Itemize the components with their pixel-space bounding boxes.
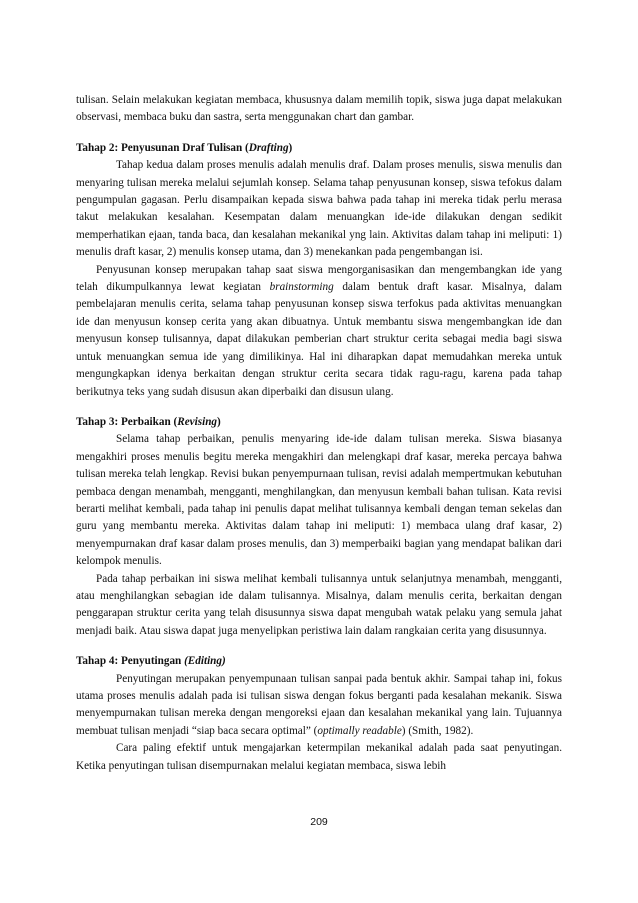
heading-text: Tahap 4: Penyutingan (76, 655, 185, 668)
text-run: Penyusunan konsep merupakan tahap saat siswa mengorganisasikan dan mengembangkan ide yang telah dikumpulkannya lewat kegiatan (76, 263, 562, 294)
heading-text-end: ) (217, 415, 221, 428)
paragraph-editing-2: Cara paling efektif untuk mengajarkan ketermpilan mekanikal adalah pada saat penyutingan. Ketika penyutingan tulisan disempurnakan melalui kegiatan membaca, siswa lebih (76, 742, 562, 772)
spacer (76, 127, 562, 140)
heading-tahap-4 (76, 653, 562, 670)
spacer (76, 640, 562, 653)
italic-term: optimally readable (317, 724, 402, 737)
heading-tahap-3 (76, 414, 562, 431)
paragraph-continuation: tulisan. Selain melakukan kegiatan membaca, khususnya dalam memilih topik, siswa juga dapat melakukan observasi, membaca buku dan sastra, serta menggunakan chart dan gambar. (76, 94, 562, 124)
text-run: Penyutingan merupakan penyempunaan tulisan sanpai pada bentuk akhir. Sampai tahap ini, fokus utama proses menulis adalah pada isi tulisan siswa dengan fokus berganti pada kesalahan mekanik. Siswa menyempurnakan tulisan mereka dengan mengoreksi ejaan dan kesalahan mekanikal yang lain. Tujuannya membuat tulisan menjadi “siap baca secara optimal” ( (76, 672, 562, 737)
text-run: ) (Smith, 1982). (401, 724, 474, 737)
spacer (76, 401, 562, 414)
text-run: dalam bentuk draft kasar. Misalnya, dalam pembelajaran menulis cerita, selama tahap penyusunan konsep siswa terfokus pada aktivitas menuangkan ide dan menyusun konsep cerita yang akan dibuatnya. Untuk membantu siswa mengembangkan ide dan menyusun konsep tulisannya, dapat dilakukan pemberian chart struktur cerita sebagai media bagi siswa untuk menuangkan semua ide yang dimilikinya. Hal ini diharapkan dapat memudahkan mereka untuk mengungkapkan idenya berkaitan dengan struktur cerita secara tidak ragu-ragu, karena pada tahap berikutnya teks yang sudah disusun akan diperbaiki dan disusun ulang. (76, 281, 562, 398)
paragraph-revising-2: Pada tahap perbaikan ini siswa melihat kembali tulisannya untuk selanjutnya menambah, mengganti, atau menghilangkan sebagian ide dalam tulisannya. Misalnya, dalam menulis cerita, berkaitan dengan penggarapan struktur cerita yang telah disusunnya siswa dapat mengubah watak pelaku yang semula jahat menjadi baik. Atau siswa dapat juga menyelipkan peristiwa lain dalam rangkaian cerita yang disusunnya. (76, 572, 562, 637)
heading-tahap-2 (76, 140, 562, 157)
heading-term: (Editing) (184, 655, 226, 668)
paragraph-revising-1: Selama tahap perbaikan, penulis menyaring ide-ide dalam tulisan mereka. Siswa biasanya mengakhiri proses menulis begitu mereka mengakhiri dan melengkapi draf kasar, mereka percaya bahwa tulisan mereka telah lengkap. Revisi bukan penyempurnaan tulisan, revisi adalah mempertmukan kebutuhan pembaca dengan menambah, mengganti, menghilangkan, dan menyusun kembali bahan tulisan. Kata revisi berarti melihat kembali, pada tahap ini penulis dapat melihat tulisannya kembali dengan teman sekelas dan guru yang membantu mereka. Aktivitas dalam tahap ini meliputi: 1) membaca ulang draf kasar, 2) menyempurnakan draf kasar dalam proses menulis, dan 3) memperbaiki bagian yang mendapat balikan dari kelompok menulis. (76, 433, 562, 568)
heading-term: Drafting (248, 141, 289, 154)
paragraph-drafting-1: Tahap kedua dalam proses menulis adalah menulis draf. Dalam proses menulis, siswa menulis dan menyaring tulisan mereka melalui sejumlah konsep. Selama tahap penyusunan konsep, siswa tefokus dalam pengumpulan gagasan. Perlu disampaikan kepada siswa bahwa pada tahap ini mereka tidak perlu merasa takut melakukan kesalahan. Kesempatan dalam menuangkan ide-ide dilakukan dengan sedikit memperhatikan ejaan, tanda baca, dan kesalahan mekanikal yng lain. Aktivitas dalam tahap ini meliputi: 1) menulis draft kasar, 2) menulis konsep utama, dan 3) menekankan pada pengembangan isi. (76, 159, 562, 259)
paragraph-editing-1 (76, 671, 562, 741)
heading-text: Tahap 3: Perbaikan ( (76, 415, 178, 428)
italic-term: brainstorming (269, 281, 334, 294)
page-number: 209 (310, 816, 328, 828)
heading-term: Revising (177, 415, 218, 428)
page-body (76, 92, 562, 775)
heading-text: Tahap 2: Penyusunan Draf Tulisan ( (76, 141, 249, 154)
paragraph-drafting-2 (76, 262, 562, 401)
heading-text-end: ) (288, 141, 293, 154)
